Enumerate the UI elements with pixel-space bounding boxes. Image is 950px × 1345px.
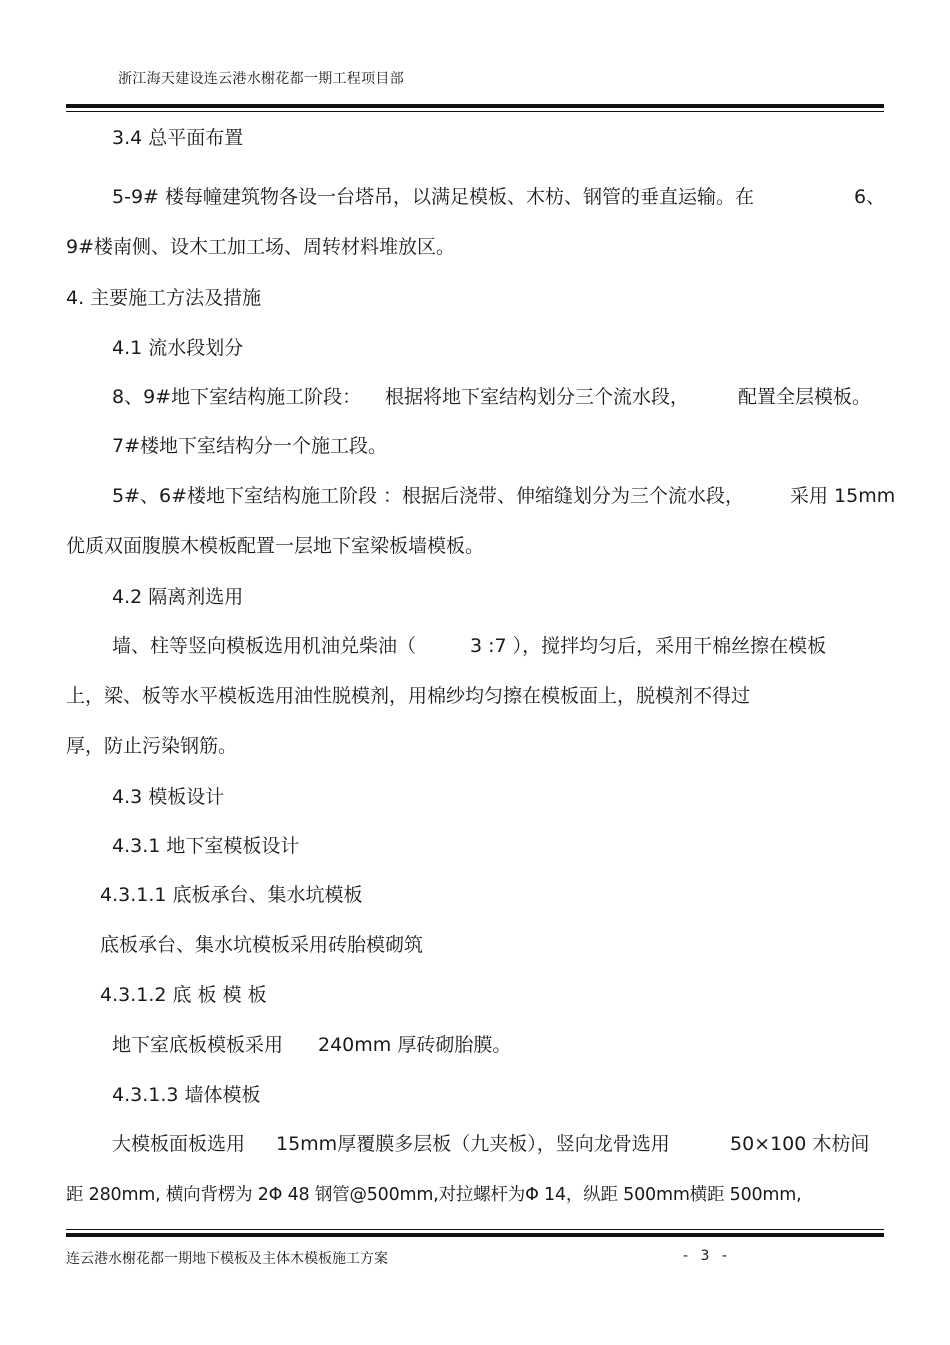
paragraph-text: 50×100 木枋间 xyxy=(730,1133,870,1155)
section-heading-4-3: 4.3 模板设计 xyxy=(112,786,225,808)
footer-text: 连云港水榭花都一期地下模板及主体木模板施工方案 xyxy=(66,1251,388,1267)
paragraph-text: 配置全层模板。 xyxy=(738,386,872,408)
section-heading-4: 4. 主要施工方法及措施 xyxy=(66,287,262,309)
paragraph-text: 9#楼南侧、设木工加工场、周转材料堆放区。 xyxy=(66,236,456,258)
header-text: 浙江海天建设连云港水榭花都一期工程项目部 xyxy=(118,71,404,87)
section-heading-4-1: 4.1 流水段划分 xyxy=(112,337,244,359)
section-heading-3-4: 3.4 总平面布置 xyxy=(112,127,244,149)
paragraph-text: 采用 15mm xyxy=(790,485,896,507)
paragraph-text: 大模板面板选用 xyxy=(112,1133,246,1155)
paragraph-text: 3 :7 ），搅拌均匀后，采用干棉丝擦在模板 xyxy=(470,635,827,657)
paragraph-text: 6、 xyxy=(854,186,886,208)
paragraph-text: 优质双面腹膜木模板配置一层地下室梁板墙模板。 xyxy=(66,535,485,557)
page-number: - 3 - xyxy=(683,1248,731,1264)
paragraph-text: 5-9# 楼每幢建筑物各设一台塔吊，以满足模板、木枋、钢管的垂直运输。在 xyxy=(112,186,754,208)
section-heading-4-3-1-3: 4.3.1.3 墙体模板 xyxy=(112,1084,261,1106)
paragraph-text: 地下室底板模板采用 xyxy=(112,1034,284,1056)
paragraph-text: 距 280mm, 横向背楞为 2Φ 48 钢管@500mm,对拉螺杆为Φ 14，纵距 500mm横距 500mm, xyxy=(66,1185,802,1205)
paragraph-text: 15mm厚覆膜多层板（九夹板），竖向龙骨选用 xyxy=(276,1133,670,1155)
header-rule-thick xyxy=(66,104,884,108)
section-heading-4-3-1-1: 4.3.1.1 底板承台、集水坑模板 xyxy=(100,884,363,906)
paragraph-text: 上，梁、板等水平模板选用油性脱模剂，用棉纱均匀擦在模板面上，脱模剂不得过 xyxy=(66,685,751,707)
paragraph-text: 8、9#地下室结构施工阶段： xyxy=(112,386,362,408)
section-heading-4-2: 4.2 隔离剂选用 xyxy=(112,586,244,608)
paragraph-text: 根据将地下室结构划分三个流水段， xyxy=(385,386,690,408)
paragraph-text: 240mm 厚砖砌胎膜。 xyxy=(318,1034,512,1056)
paragraph-text: 墙、柱等竖向模板选用机油兑柴油（ xyxy=(112,635,417,657)
section-heading-4-3-1: 4.3.1 地下室模板设计 xyxy=(112,835,300,857)
paragraph-text: 5#、6#楼地下室结构施工阶段 ：根据后浇带、伸缩缝划分为三个流水段， xyxy=(112,485,745,507)
footer-rule-thin xyxy=(66,1229,884,1230)
section-heading-4-3-1-2: 4.3.1.2 底 板 模 板 xyxy=(100,984,267,1006)
header-rule-thin xyxy=(66,111,884,112)
paragraph-text: 底板承台、集水坑模板采用砖胎模砌筑 xyxy=(100,934,424,956)
paragraph-text: 厚，防止污染钢筋。 xyxy=(66,735,238,757)
paragraph-text: 7#楼地下室结构分一个施工段。 xyxy=(112,435,388,457)
footer-rule-thick xyxy=(66,1233,884,1237)
